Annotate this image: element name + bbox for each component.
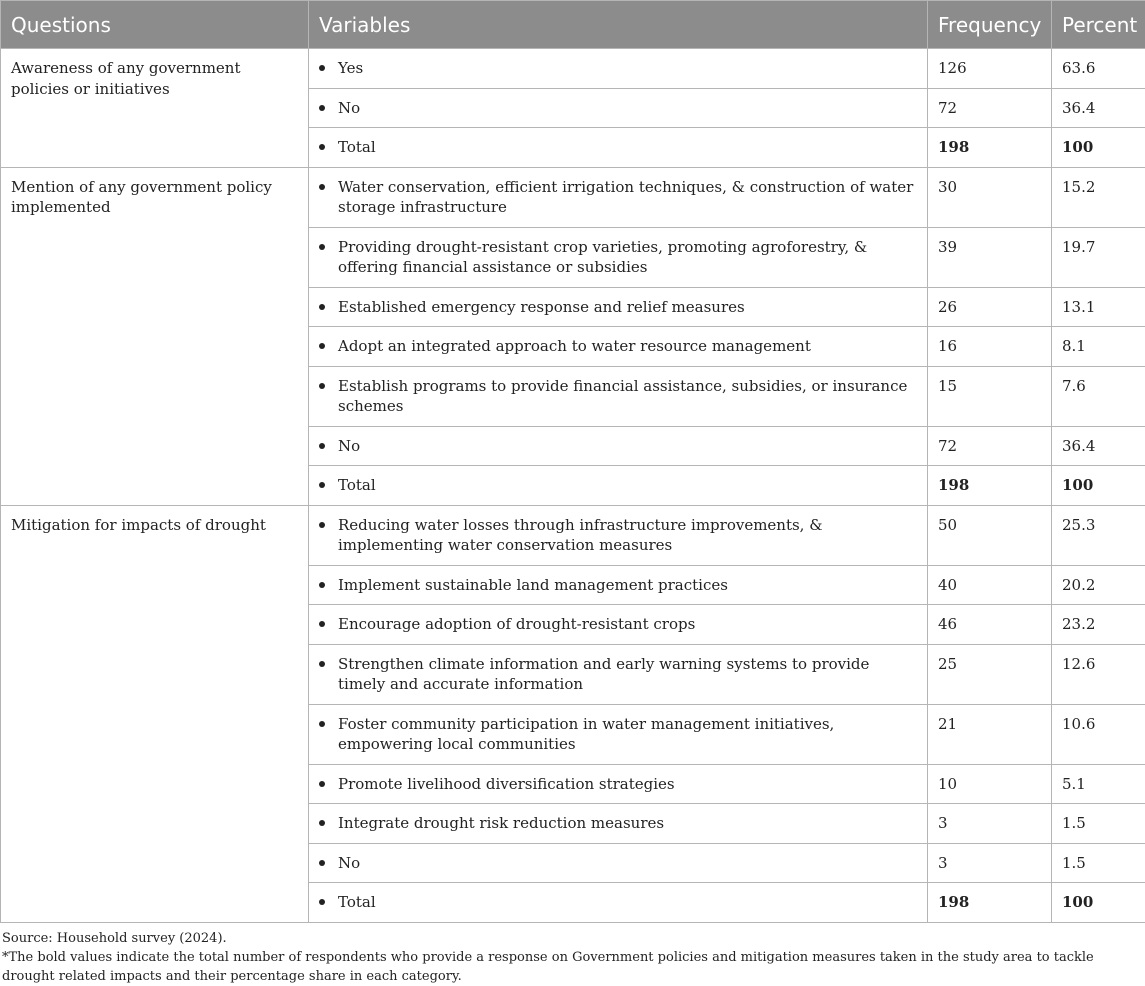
header-frequency: Frequency (928, 1, 1052, 49)
variable-label: Establish programs to provide financial assistance, subsidies, or insurance schemes (338, 376, 917, 417)
variable-cell (309, 505, 928, 565)
frequency-cell: 3 (928, 804, 1052, 844)
variable-cell (309, 88, 928, 128)
bullet-icon (319, 860, 325, 866)
variable-cell (309, 128, 928, 168)
variable-label: Encourage adoption of drought-resistant crops (338, 614, 917, 635)
percent-cell: 15.2 (1052, 167, 1145, 227)
bullet-icon (319, 820, 325, 826)
table-row (1, 505, 1145, 565)
question-cell: Mitigation for impacts of drought (1, 505, 309, 922)
bullet-icon (319, 105, 325, 111)
variable-cell (309, 605, 928, 645)
frequency-cell: 50 (928, 505, 1052, 565)
frequency-cell: 126 (928, 49, 1052, 89)
variable-label: Reducing water losses through infrastructure improvements, & implementing water conservation measures (338, 515, 917, 556)
bullet-icon (319, 899, 325, 905)
percent-cell: 36.4 (1052, 426, 1145, 466)
frequency-cell: 72 (928, 426, 1052, 466)
variable-label: No (338, 98, 917, 119)
frequency-cell: 15 (928, 366, 1052, 426)
bullet-icon (319, 244, 325, 250)
bullet-icon (319, 621, 325, 627)
variable-cell (309, 644, 928, 704)
table-notes (0, 923, 1145, 986)
frequency-cell: 26 (928, 287, 1052, 327)
bullet-icon (319, 144, 325, 150)
frequency-cell: 46 (928, 605, 1052, 645)
variable-cell (309, 49, 928, 89)
bullet-icon (319, 482, 325, 488)
bullet-icon (319, 304, 325, 310)
variable-label: Established emergency response and relief measures (338, 297, 917, 318)
percent-cell: 12.6 (1052, 644, 1145, 704)
variable-cell (309, 426, 928, 466)
bullet-icon (319, 184, 325, 190)
frequency-cell: 40 (928, 565, 1052, 605)
frequency-cell: 198 (928, 466, 1052, 506)
percent-cell: 36.4 (1052, 88, 1145, 128)
frequency-cell: 16 (928, 327, 1052, 367)
percent-cell: 100 (1052, 128, 1145, 168)
variable-cell (309, 167, 928, 227)
percent-cell: 25.3 (1052, 505, 1145, 565)
bullet-icon (319, 343, 325, 349)
variable-label: No (338, 853, 917, 874)
frequency-cell: 21 (928, 704, 1052, 764)
variable-cell (309, 804, 928, 844)
frequency-cell: 3 (928, 843, 1052, 883)
variable-label: Strengthen climate information and early warning systems to provide timely and accurate information (338, 654, 917, 695)
header-row (1, 1, 1145, 49)
footnote: *The bold values indicate the total number of respondents who provide a response on Government policies and mitigation measures taken in the study area to tackle drought related impacts and their percentage share in each category. (2, 948, 1143, 986)
variable-label: Water conservation, efficient irrigation techniques, & construction of water storage infrastructure (338, 177, 917, 218)
percent-cell: 19.7 (1052, 227, 1145, 287)
variable-label: Implement sustainable land management practices (338, 575, 917, 596)
bullet-icon (319, 661, 325, 667)
variable-cell (309, 565, 928, 605)
variable-cell (309, 327, 928, 367)
variable-label: Yes (338, 58, 917, 79)
variable-label: Total (338, 892, 917, 913)
percent-cell: 23.2 (1052, 605, 1145, 645)
bullet-icon (319, 443, 325, 449)
variable-label: Total (338, 137, 917, 158)
variable-cell (309, 704, 928, 764)
variable-cell (309, 843, 928, 883)
percent-cell: 10.6 (1052, 704, 1145, 764)
percent-cell: 100 (1052, 466, 1145, 506)
variable-label: Integrate drought risk reduction measures (338, 813, 917, 834)
variable-cell (309, 366, 928, 426)
header-questions: Questions (1, 1, 309, 49)
source-note: Source: Household survey (2024). (2, 929, 1143, 948)
bullet-icon (319, 781, 325, 787)
percent-cell: 1.5 (1052, 804, 1145, 844)
bullet-icon (319, 522, 325, 528)
variable-label: Adopt an integrated approach to water resource management (338, 336, 917, 357)
variable-cell (309, 466, 928, 506)
header-percent: Percent (1052, 1, 1145, 49)
bullet-icon (319, 582, 325, 588)
percent-cell: 100 (1052, 883, 1145, 923)
variable-label: Foster community participation in water management initiatives, empowering local communities (338, 714, 917, 755)
frequency-cell: 10 (928, 764, 1052, 804)
question-cell: Mention of any government policy implemented (1, 167, 309, 505)
bullet-icon (319, 65, 325, 71)
percent-cell: 5.1 (1052, 764, 1145, 804)
header-variables: Variables (309, 1, 928, 49)
frequency-cell: 72 (928, 88, 1052, 128)
variable-label: Total (338, 475, 917, 496)
frequency-cell: 39 (928, 227, 1052, 287)
frequency-cell: 25 (928, 644, 1052, 704)
variable-cell (309, 883, 928, 923)
percent-cell: 1.5 (1052, 843, 1145, 883)
percent-cell: 8.1 (1052, 327, 1145, 367)
question-cell: Awareness of any government policies or initiatives (1, 49, 309, 168)
variable-cell (309, 287, 928, 327)
variable-cell (309, 764, 928, 804)
frequency-cell: 198 (928, 128, 1052, 168)
variable-label: Promote livelihood diversification strategies (338, 774, 917, 795)
frequency-cell: 198 (928, 883, 1052, 923)
variable-label: No (338, 436, 917, 457)
percent-cell: 13.1 (1052, 287, 1145, 327)
table-body (1, 49, 1145, 923)
percent-cell: 63.6 (1052, 49, 1145, 89)
frequency-cell: 30 (928, 167, 1052, 227)
variable-label: Providing drought-resistant crop varieties, promoting agroforestry, & offering financial assistance or subsidies (338, 237, 917, 278)
bullet-icon (319, 383, 325, 389)
bullet-icon (319, 721, 325, 727)
percent-cell: 20.2 (1052, 565, 1145, 605)
table-row (1, 167, 1145, 227)
variable-cell (309, 227, 928, 287)
percent-cell: 7.6 (1052, 366, 1145, 426)
table-row (1, 49, 1145, 89)
